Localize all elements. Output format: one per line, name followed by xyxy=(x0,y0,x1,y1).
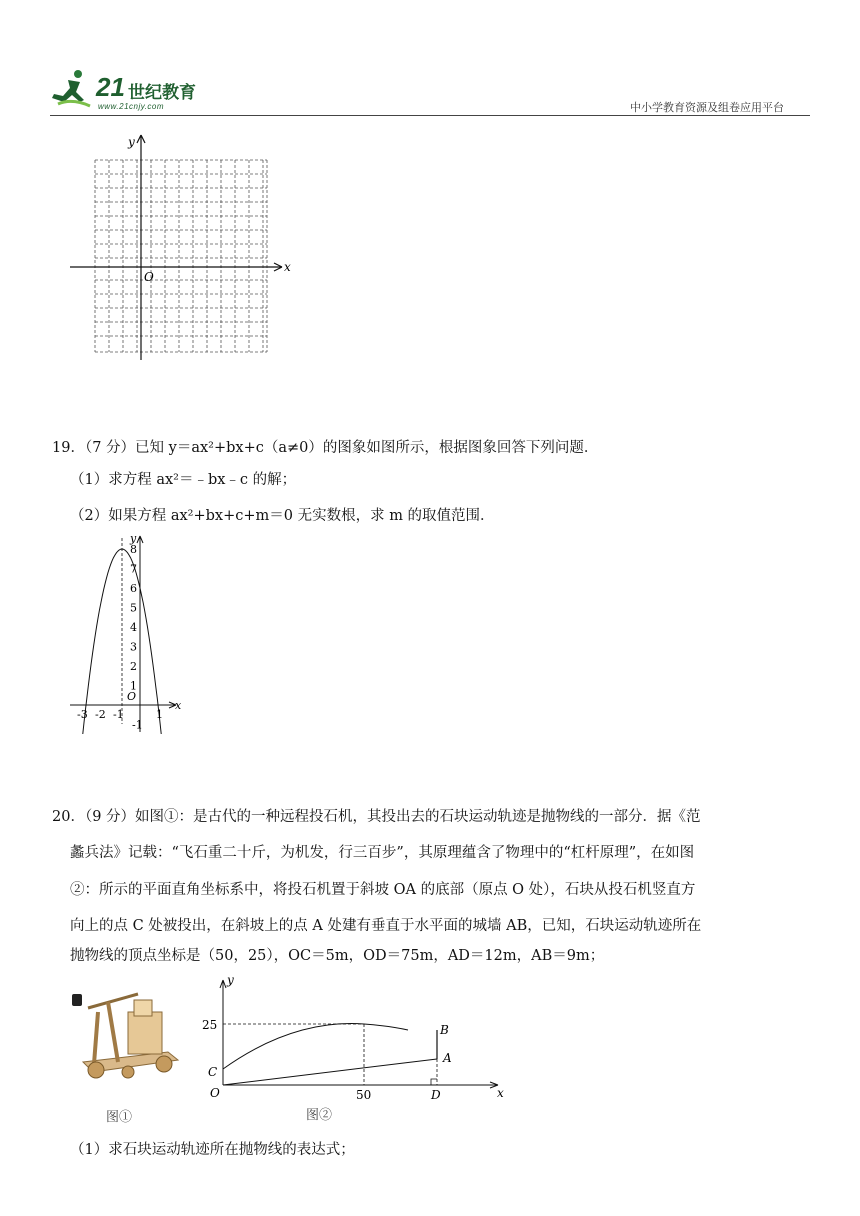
catapult-illustration xyxy=(68,982,188,1082)
q20-line2: 蠡兵法》记载：“飞石重二十斤，为机发，行三百步”，其原理蕴含了物理中的“杠杆原理”，在如图 xyxy=(70,845,695,861)
header-logo xyxy=(48,68,218,116)
q19-y-tick-label: 1 xyxy=(130,679,137,693)
logo-number: 21 xyxy=(96,72,125,102)
q19-y-tick-label: 6 xyxy=(130,582,137,595)
q19-y-tick-label: 4 xyxy=(130,621,137,634)
q19-x-tick-label: -2 xyxy=(95,708,106,721)
q20-line4: 向上的点 C 处被投出，在斜坡上的点 A 处建有垂直于水平面的城墙 AB，已知，石块运动轨迹所在 xyxy=(70,918,702,934)
fig2-trajectory-curve xyxy=(223,1024,408,1069)
q19-part2: （2）如果方程 ax²+bx+c+m＝0 无实数根，求 m 的取值范围． xyxy=(70,508,495,524)
fig2-x-label: x xyxy=(497,1086,504,1100)
fig2-label-B: B xyxy=(440,1023,449,1037)
fig2-y-label: y xyxy=(227,973,234,987)
q19-stem: 19．（7 分）已知 y＝ax²+bx+c（a≠0）的图象如图所示，根据图象回答下列问题． xyxy=(52,440,599,456)
q19-y-tick-label: 7 xyxy=(130,562,137,576)
q19-parabola-curve xyxy=(80,549,165,734)
q19-y-tick-label: 8 xyxy=(130,543,137,556)
q19-origin-label: O xyxy=(127,690,137,703)
logo-url: www.21cnjy.com xyxy=(98,102,164,111)
q20-part1: （1）求石块运动轨迹所在抛物线的表达式； xyxy=(70,1142,355,1158)
q19-y-tick-label: 3 xyxy=(130,640,137,654)
q19-x-label: x xyxy=(175,699,182,712)
figure2-caption: 图② xyxy=(306,1108,333,1123)
q20-line5: 抛物线的顶点坐标是（50，25），OC＝5m，OD＝75m，AD＝12m，AB＝9m； xyxy=(70,948,605,964)
logo-text: 世纪教育 xyxy=(128,83,196,103)
fig2-label-D: D xyxy=(431,1088,441,1102)
q19-x-tick-label: -1 xyxy=(113,708,124,721)
fig2-label-O: O xyxy=(210,1086,220,1100)
fig2-slope-OA xyxy=(223,1059,437,1085)
q20-line3: ②：所示的平面直角坐标系中，将投石机置于斜坡 OA 的底部（原点 O 处），石块从投石机竖直方 xyxy=(70,882,696,898)
fig2-tick-25: 25 xyxy=(202,1018,218,1032)
q19-part1: （1）求方程 ax²＝﹣bx﹣c 的解； xyxy=(70,472,297,488)
fig2-label-C: C xyxy=(208,1065,218,1079)
header-rule xyxy=(50,115,810,116)
grid-origin-label: O xyxy=(144,270,154,284)
q19-y-tick-label: -1 xyxy=(132,718,143,732)
fig2-right-angle-mark xyxy=(431,1079,437,1085)
trajectory-diagram xyxy=(198,972,518,1102)
grid-x-label: x xyxy=(284,260,291,274)
grid-lines xyxy=(95,160,267,352)
q19-y-tick-label: 2 xyxy=(130,660,137,673)
fig2-tick-50: 50 xyxy=(356,1088,372,1102)
runner-logo-icon xyxy=(48,68,94,110)
q19-x-tick-label: 1 xyxy=(156,708,163,721)
fig2-label-A: A xyxy=(443,1051,452,1065)
grid-y-label: y xyxy=(128,135,135,149)
coordinate-grid-figure xyxy=(60,130,300,365)
platform-name: 中小学教育资源及组卷应用平台 xyxy=(630,101,784,114)
q19-tick-labels xyxy=(77,543,163,732)
q19-parabola-chart xyxy=(64,528,194,734)
q19-x-tick-label: -3 xyxy=(77,708,88,721)
q20-line1: 20．（9 分）如图①：是古代的一种远程投石机，其投出去的石块运动轨迹是抛物线的一部分．据《范 xyxy=(52,809,701,825)
q19-y-label: y xyxy=(130,532,137,545)
figure1-caption: 图① xyxy=(106,1110,133,1125)
q19-y-tick-label: 5 xyxy=(130,601,137,615)
